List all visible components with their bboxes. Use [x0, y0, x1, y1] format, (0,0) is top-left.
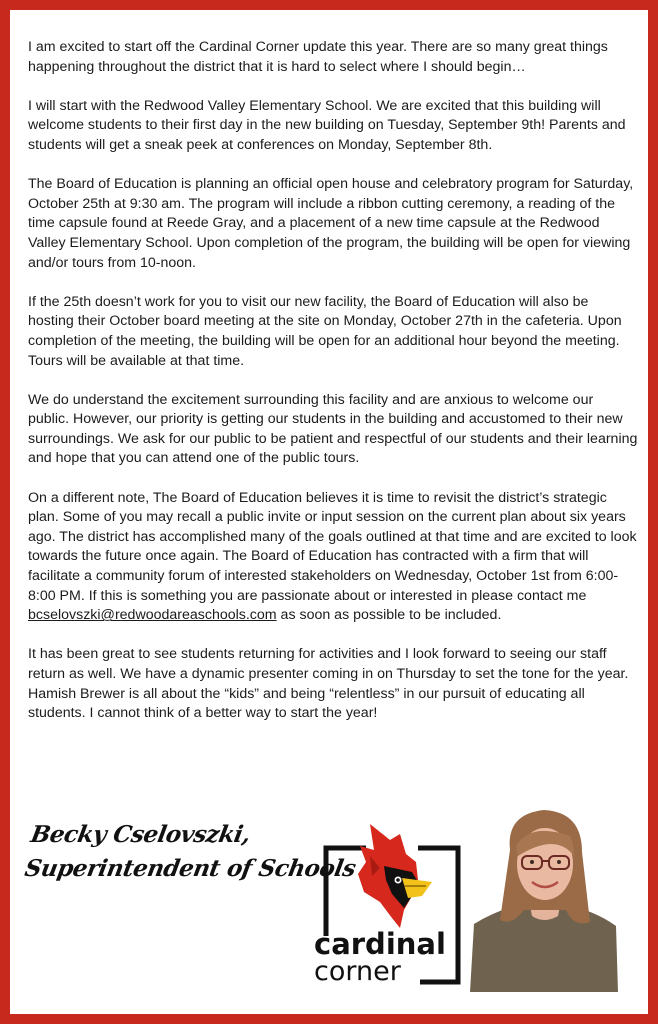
- logo-frame-right: [418, 848, 458, 982]
- paragraph-board-meeting: If the 25th doesn’t work for you to visit our new facility, the Board of Education will also be hosting their October board meeting at the site on Monday, October 27th in the cafeteria. Upon completion of the meeting, the building will be open for an additional hour beyond the meeting. Tours will be available at that time.: [28, 293, 622, 369]
- paragraph-open-house: The Board of Education is planning an official open house and celebratory program for Saturday, October 25th at 9:30 am. The program will include a ribbon cutting ceremony, a reading of the time capsule found at Reede Gray, and a placement of a new time capsule at the Redwood Valley Elementary School. Upon completion of the program, the building will be open for viewing and/or tours from 10-noon.: [28, 176, 634, 271]
- letter-body: [28, 38, 638, 743]
- logo-frame-top-left: [326, 848, 366, 936]
- strategic-plan-text: On a different note, The Board of Education believes it is time to revisit the district’s strategic plan. Some of you may recall a public invite or input session on the current plan about six years ago. The district has accomplished many of the goals outlined at that time and are excited to look towards the future once again. The Board of Education has contracted with a firm that will facilitate a community forum of interested stakeholders on Wednesday, October 1st from 6:00-8:00 PM. If this is something you are passionate about or interested in please contact me: [28, 489, 637, 604]
- paragraph-intro: I am excited to start off the Cardinal Corner update this year. There are so many great things happening throughout the district that it is hard to select where I should begin…: [28, 39, 608, 75]
- superintendent-portrait: [470, 800, 618, 992]
- paragraph-elementary-school: I will start with the Redwood Valley Elementary School. We are excited that this building will welcome students to their first day in the new building on Tuesday, September 9th! Parents and students will get a sneak peek at conferences on Monday, September 8th.: [28, 97, 626, 153]
- signature-title: Superintendent of Schools: [22, 855, 358, 882]
- contact-email-link[interactable]: bcselovszki@redwoodareaschools.com: [28, 607, 277, 624]
- paragraph-patience: We do understand the excitement surrounding this facility and are anxious to welcome our public. However, our priority is getting our students in the building and accustomed to their new surroundings. We ask for our public to be patient and respectful of our students and their learning and hope that you can attend one of the public tours.: [28, 391, 638, 467]
- strategic-plan-text-end: as soon as possible to be included.: [276, 607, 502, 624]
- paragraph-closing: It has been great to see students returning for activities and I look forward to seeing our staff return as well. We have a dynamic presenter coming in on Thursday to set the tone for the year. Hamish Brewer is all about the “kids” and being “relentless” in our pursuit of educating all students. I cannot think of a better way to start the year!: [28, 646, 629, 722]
- logo-text-corner: corner: [314, 956, 401, 987]
- logo-text-cardinal: cardinal: [314, 927, 446, 961]
- cardinal-corner-logo: [308, 822, 468, 992]
- signature-name: Becky Cselovszki,: [28, 821, 253, 848]
- paragraph-strategic-plan: [28, 489, 638, 626]
- cardinal-bird-icon: [358, 824, 432, 928]
